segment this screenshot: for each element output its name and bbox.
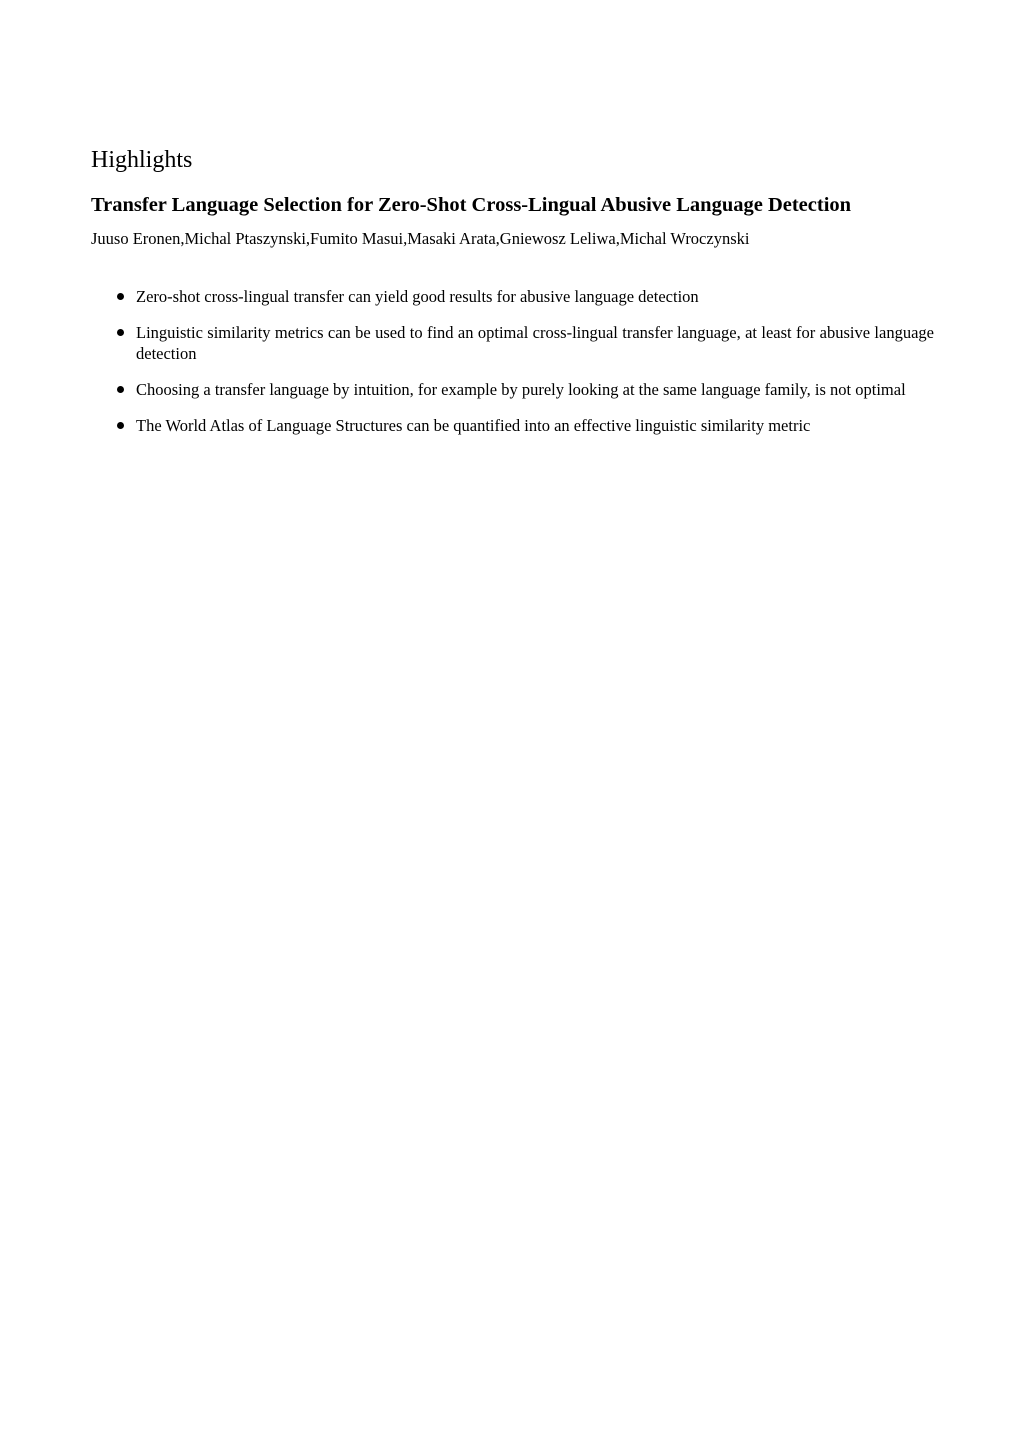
- highlight-text: Linguistic similarity metrics can be used to find an optimal cross-lingual transfer language, at least for abusive language detection: [136, 323, 934, 363]
- section-heading: Highlights: [91, 147, 193, 173]
- highlight-item: [91, 322, 934, 364]
- bullet-icon: [117, 386, 124, 393]
- bullet-icon: [117, 293, 124, 300]
- highlight-item: [91, 286, 934, 307]
- highlight-text: The World Atlas of Language Structures can be quantified into an effective linguistic similarity metric: [136, 416, 811, 435]
- bullet-icon: [117, 329, 124, 336]
- author-list: Juuso Eronen,Michal Ptaszynski,Fumito Masui,Masaki Arata,Gniewosz Leliwa,Michal Wroczynski: [91, 229, 750, 248]
- bullet-icon: [117, 422, 124, 429]
- highlight-text: Choosing a transfer language by intuition, for example by purely looking at the same language family, is not optimal: [136, 380, 906, 399]
- highlight-text: Zero-shot cross-lingual transfer can yield good results for abusive language detection: [136, 287, 699, 306]
- highlight-item: [91, 379, 934, 400]
- highlights-list: [91, 286, 934, 451]
- highlight-item: [91, 415, 934, 436]
- paper-title: Transfer Language Selection for Zero-Shot Cross-Lingual Abusive Language Detection: [91, 194, 852, 216]
